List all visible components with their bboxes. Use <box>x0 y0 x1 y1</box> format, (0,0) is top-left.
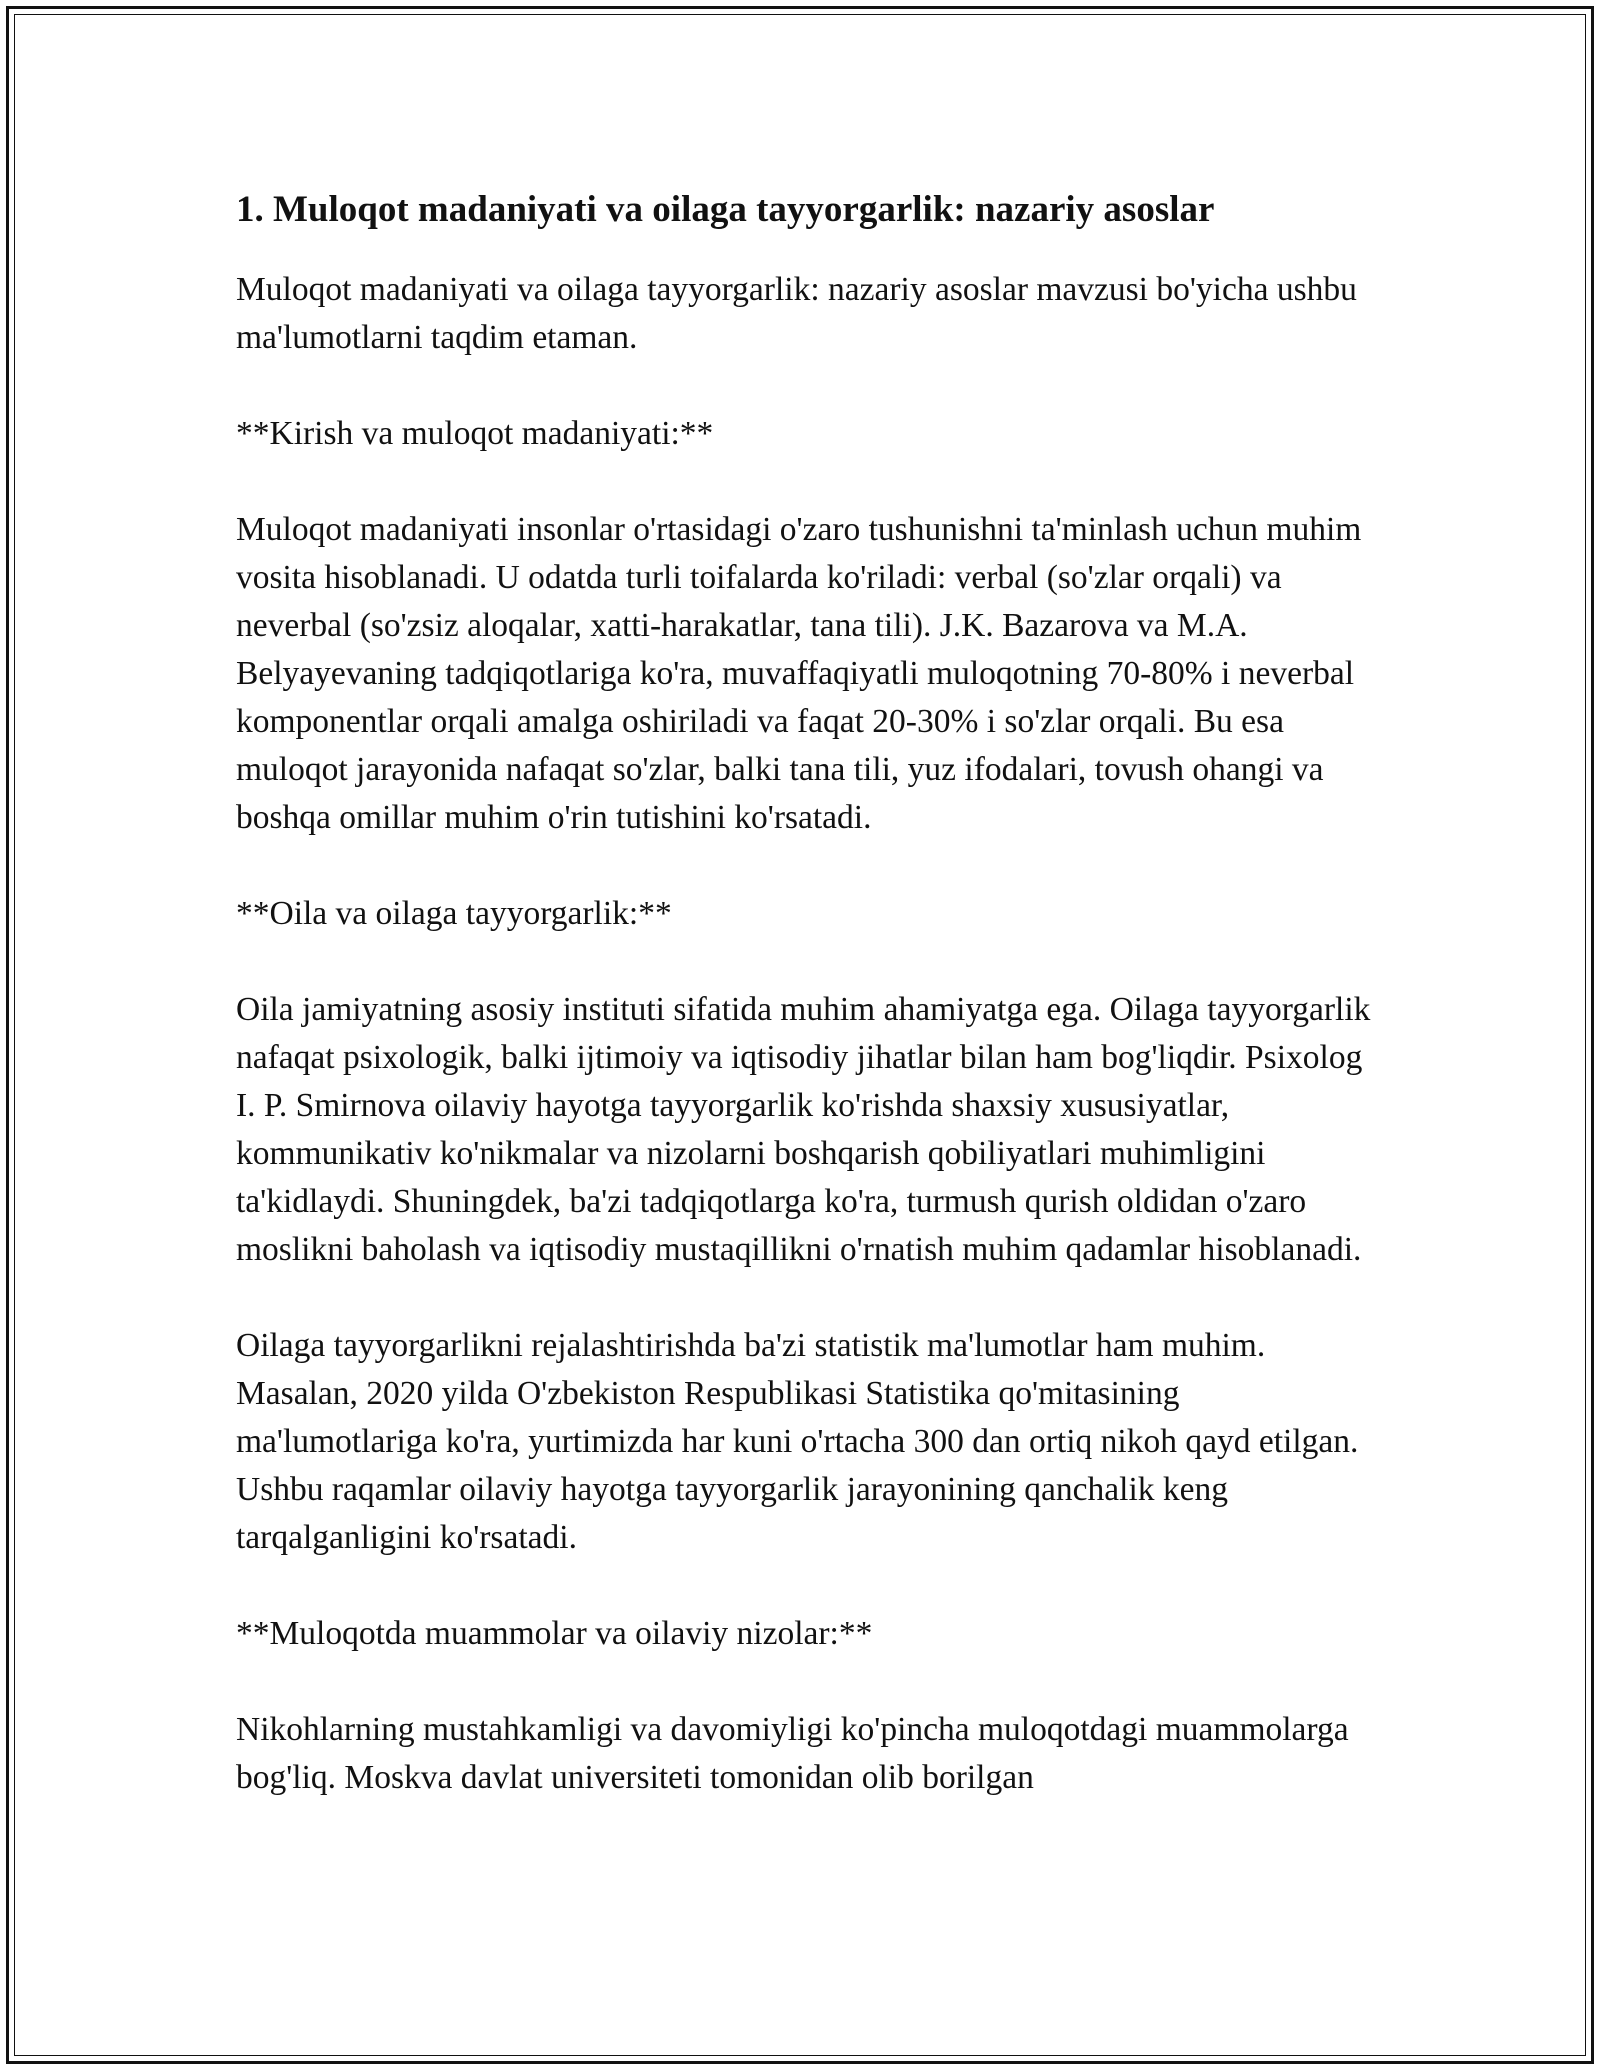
document-body <box>236 186 1386 1850</box>
paragraph-communication-problems: Nikohlarning mustahkamligi va davomiyligi ko'pincha muloqotdagi muammolarga bog'liq. Moskva davlat universiteti tomonidan olib borilgan <box>236 1711 1349 1797</box>
intro-paragraph: Muloqot madaniyati va oilaga tayyorgarlik: nazariy asoslar mavzusi bo'yicha ushbu ma'lumotlarni taqdim etaman. <box>236 271 1357 357</box>
paragraph-communication-culture: Muloqot madaniyati insonlar o'rtasidagi o'zaro tushunishni ta'minlash uchun muhim vosita hisoblanadi. U odatda turli toifalarda ko'riladi: verbal (so'zlar orqali) va neverbal (so'zsiz aloqalar, xatti-harakatlar, tana tili). J.K. Bazarova va M.A. Belyayevaning tadqiqotlariga ko'ra, muvaffaqiyatli muloqotning 70-80% i neverbal komponentlar orqali amalga oshiriladi va faqat 20-30% i so'zlar orqali. Bu esa muloqot jarayonida nafaqat so'zlar, balki tana tili, yuz ifodalari, tovush ohangi va boshqa omillar muhim o'rin tutishini ko'rsatadi. <box>236 511 1362 837</box>
subheading-communication-culture: **Kirish va muloqot madaniyati:** <box>236 415 714 453</box>
section-heading: 1. Muloqot madaniyati va oilaga tayyorgarlik: nazariy asoslar <box>236 189 1215 230</box>
paragraph-family-preparation: Oila jamiyatning asosiy instituti sifatida muhim ahamiyatga ega. Oilaga tayyorgarlik nafaqat psixologik, balki ijtimoiy va iqtisodiy jihatlar bilan ham bog'liqdir. Psixolog I. P. Smirnova oilaviy hayotga tayyorgarlik ko'rishda shaxsiy xususiyatlar, kommunikativ ko'nikmalar va nizolarni boshqarish qobiliyatlari muhimligini ta'kidlaydi. Shuningdek, ba'zi tadqiqotlarga ko'ra, turmush qurish oldidan o'zaro moslikni baholash va iqtisodiy mustaqillikni o'rnatish muhim qadamlar hisoblanadi. <box>236 991 1371 1269</box>
subheading-communication-problems: **Muloqotda muammolar va oilaviy nizolar:** <box>236 1615 873 1653</box>
subheading-family-preparation: **Oila va oilaga tayyorgarlik:** <box>236 895 672 933</box>
paragraph-statistics: Oilaga tayyorgarlikni rejalashtirishda ba'zi statistik ma'lumotlar ham muhim. Masalan, 2020 yilda O'zbekiston Respublikasi Statistika qo'mitasining ma'lumotlariga ko'ra, yurtimizda har kuni o'rtacha 300 dan ortiq nikoh qayd etilgan. Ushbu raqamlar oilaviy hayotga tayyorgarlik jarayonining qanchalik keng tarqalganligini ko'rsatadi. <box>236 1327 1359 1557</box>
